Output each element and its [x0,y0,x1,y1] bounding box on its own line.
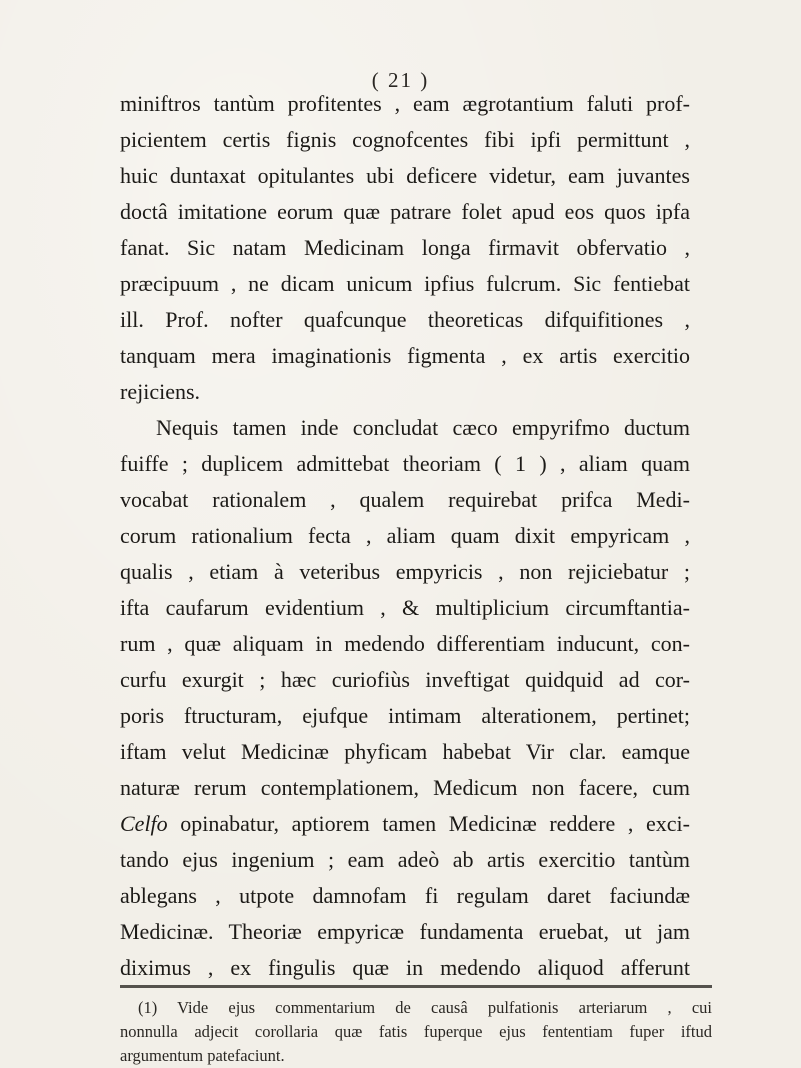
footnote-divider [120,985,712,988]
text-line: picientem certis fignis cognofcentes fibi ipfi permittunt , [120,127,690,152]
text-line: diximus , ex fingulis quæ in medendo aliquod afferunt [120,955,690,980]
text-line: iftam velut Medicinæ phyficam habebat Vir clar. eamque [120,739,690,764]
text-line: tando ejus ingenium ; eam adeò ab artis exercitio tantùm [120,847,690,872]
text-line: rejiciens. [120,379,201,404]
text-line: curfu exurgit ; hæc curiofiùs inveftigat quidquid ad cor- [120,667,690,692]
text-line: corum rationalium fecta , aliam quam dixit empyricam , [120,523,690,548]
text-line-rest: opinabatur, aptiorem tamen Medicinæ reddere , exci- [180,811,690,836]
text-line: fuiffe ; duplicem admittebat theoriam ( 1 ) , aliam quam [120,451,690,476]
text-line: huic duntaxat opitulantes ubi deficere videtur, eam juvantes [120,163,690,188]
text-line: naturæ rerum contemplationem, Medicum non facere, cum [120,775,690,800]
paragraph-start-line: Nequis tamen inde concludat cæco empyrifmo ductum [156,415,690,440]
text-line: ill. Prof. nofter quafcunque theoreticas difquifitiones , [120,307,690,332]
page-number: ( 21 ) [371,68,430,92]
text-line: ifta caufarum evidentium , & multiplicium circumftantia- [120,595,690,620]
text-line: fanat. Sic natam Medicinam longa firmavit obfervatio , [120,235,690,260]
main-text-block [120,86,690,986]
text-line: poris ftructuram, ejufque intimam alterationem, pertinet; [120,703,690,728]
footnote-line: (1) Vide ejus commentarium de causâ pulfationis arteriarum , cui [138,998,712,1017]
footnote-line: nonnulla adjecit corollaria quæ fatis fuperque ejus fententiam fuper iftud [120,1022,712,1041]
text-line: ablegans , utpote damnofam fi regulam daret faciundæ [120,883,690,908]
text-line: qualis , etiam à veteribus empyricis , non rejiciebatur ; [120,559,690,584]
text-line: præcipuum , ne dicam unicum ipfius fulcrum. Sic fentiebat [120,271,690,296]
text-line-with-italic [120,806,690,842]
italic-name: Celfo [120,811,168,836]
footnote-line: argumentum patefaciunt. [120,1046,285,1065]
text-line: tanquam mera imaginationis figmenta , ex artis exercitio [120,343,690,368]
footnote-block [120,996,712,1068]
text-line: Medicinæ. Theoriæ empyricæ fundamenta eruebat, ut jam [120,919,690,944]
text-line: vocabat rationalem , qualem requirebat prifca Medi- [120,487,690,512]
text-line: miniftros tantùm profitentes , eam ægrotantium faluti prof- [120,91,690,116]
text-line: rum , quæ aliquam in medendo differentiam inducunt, con- [120,631,690,656]
text-line: doctâ imitatione eorum quæ patrare folet apud eos quos ipfa [120,199,690,224]
